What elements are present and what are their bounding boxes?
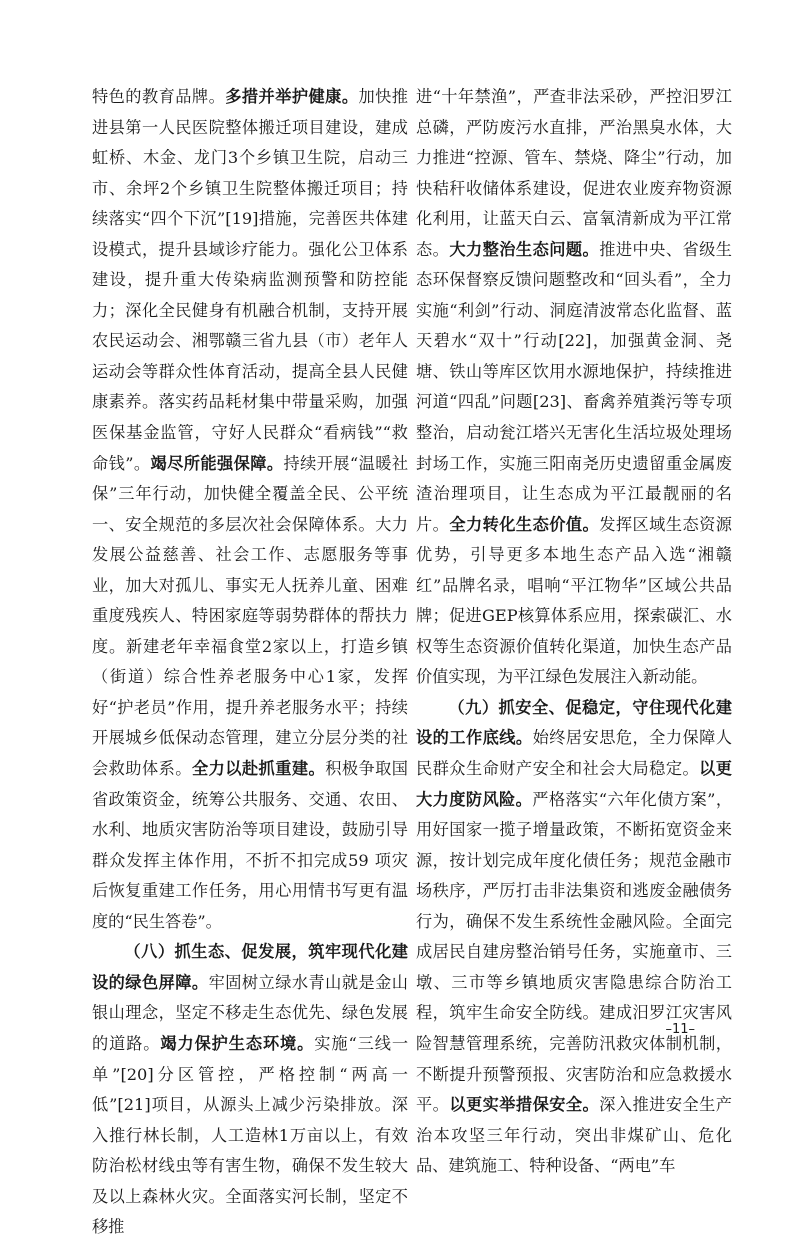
body-text: 严格落实“六年化债方案”，用好国家一揽子增量政策，不断拓宽资金来源，按计划完成年度化债任务；规范金融市场秩序，严厉打击非法集资和逃废金融债务行为，确保不发生系统性金融风险。全面完成居民自建房整治销号任务，实施童市、三墩、三市等乡镇地质灾害隐患综合防治工程，筑牢生命安全防线。建成汨罗江灾害风险智慧管理系统，完善防汛救灾体制机制，不断提升预警预报、灾害防治和应急救援水平。 xyxy=(416,789,733,1115)
bold-heading: （九）抓安全、促稳定，守住现代化建设的工作底线。 xyxy=(416,697,732,748)
right-column xyxy=(416,82,732,1182)
body-text: 发挥区域生态资源优势，引导更多本地生态产品入选“湘赣红”品牌名录，唱响“平江物华”区域公共品牌；促进GEP核算体系应用，探索碳汇、水权等生态资源价值转化渠道，加快生态产品价值实现，为平江绿色发展注入新动能。 xyxy=(416,514,732,687)
left-column xyxy=(92,82,408,1243)
body-text: 牢固树立绿水青山就是金山银山理念，坚定不移走生态优先、绿色发展的道路。 xyxy=(92,972,408,1053)
bold-heading: 多措并举护健康。 xyxy=(225,87,359,106)
bold-heading: 竭尽所能强保障。 xyxy=(150,453,284,473)
bold-heading: 大力整治生态问题。 xyxy=(449,239,600,259)
bold-heading: 竭力保护生态环境。 xyxy=(160,1033,315,1053)
body-text: 推进中央、省级生态环保督察反馈问题整改和“回头看”，全力实施“利剑”行动、洞庭清波常态化监督、蓝天碧水“双十”行动[22]，加强黄金洞、尧塘、铁山等库区饮用水源地保护，持续推进河道“四乱”问题[23]、畜禽养殖粪污等专项整治，启动瓮江塔兴无害化生活垃圾处理场封场工作，实施三阳南尧历史遗留重金属废渣治理项目，让生态成为平江最靓丽的名片。 xyxy=(416,239,732,534)
body-text: 积极争取国省政策资金，统筹公共服务、交通、农田、水利、地质灾害防治等项目建设，鼓励引导群众发挥主体作用，不折不扣完成59 项灾后恢复重建工作任务，用心用情书写更有温度的“民生答卷”。 xyxy=(92,759,408,931)
body-text: 深入推进安全生产治本攻坚三年行动，突出非煤矿山、危化品、建筑施工、特种设备、“两电”车 xyxy=(416,1095,732,1176)
body-text: 特色的教育品牌。 xyxy=(92,87,226,106)
body-text: 实施“三线一单”[20]分区管控，严格控制“两高一低”[21]项目，从源头上减少污染排放。深入推行林长制，人工造林1万亩以上，有效防治松材线虫等有害生物，确保不发生较大及以上森林火灾。全面落实河长制，坚定不移推 xyxy=(92,1033,409,1237)
paragraph xyxy=(92,82,408,937)
paragraph xyxy=(416,693,732,1182)
paragraph xyxy=(92,937,408,1242)
bold-heading: （八）抓生态、促发展，筑牢现代化建设的绿色屏障。 xyxy=(92,942,408,992)
body-text: 持续开展“温暖社保”三年行动，加快健全覆盖全民、公平统一、安全规范的多层次社会保障体系。大力发展公益慈善、社会工作、志愿服务等事业，加大对孤儿、事实无人抚养儿童、困难重度残疾人、特困家庭等弱势群体的帮扶力度。新建老年幸福食堂2家以上，打造乡镇（街道）综合性养老服务中心1家，发挥好“护老员”作用，提升养老服务水平；持续开展城乡低保动态管理，建立分层分类的社会救助体系。 xyxy=(92,453,409,779)
bold-heading: 全力转化生态价值。 xyxy=(449,514,600,534)
bold-heading: 以更大力度防风险。 xyxy=(416,759,732,809)
body-text: 始终居安思危，全力保障人民群众生命财产安全和社会大局稳定。 xyxy=(416,728,732,779)
bold-heading: 全力以赴抓重建。 xyxy=(191,759,326,779)
page-number: –11– xyxy=(665,1022,695,1037)
bold-heading: 以更实举措保安全。 xyxy=(449,1095,600,1115)
body-text: 进“十年禁渔”，严查非法采砂，严控汨罗江总磷，严防废污水直排，严治黑臭水体，大力推进“控源、管车、禁烧、降尘”行动，加快秸秆收储体系建设，促进农业废弃物资源化利用，让蓝天白云、富氧清新成为平江常态。 xyxy=(416,87,732,259)
body-text: 加快推进县第一人民医院整体搬迁项目建设，建成虹桥、木金、龙门3个乡镇卫生院，启动三市、余坪2个乡镇卫生院整体搬迁项目；持续落实“四个下沉”[19]措施，完善医共体建设模式，提升县域诊疗能力。强化公卫体系建设，提升重大传染病监测预警和防控能力；深化全民健身有机融合机制，支持开展农民运动会、湘鄂赣三省九县（市）老年人运动会等群众性体育活动，提高全县人民健康素养。落实药品耗材集中带量采购，加强医保基金监管，守好人民群众“看病钱”“救命钱”。 xyxy=(92,87,408,473)
paragraph xyxy=(416,82,732,693)
